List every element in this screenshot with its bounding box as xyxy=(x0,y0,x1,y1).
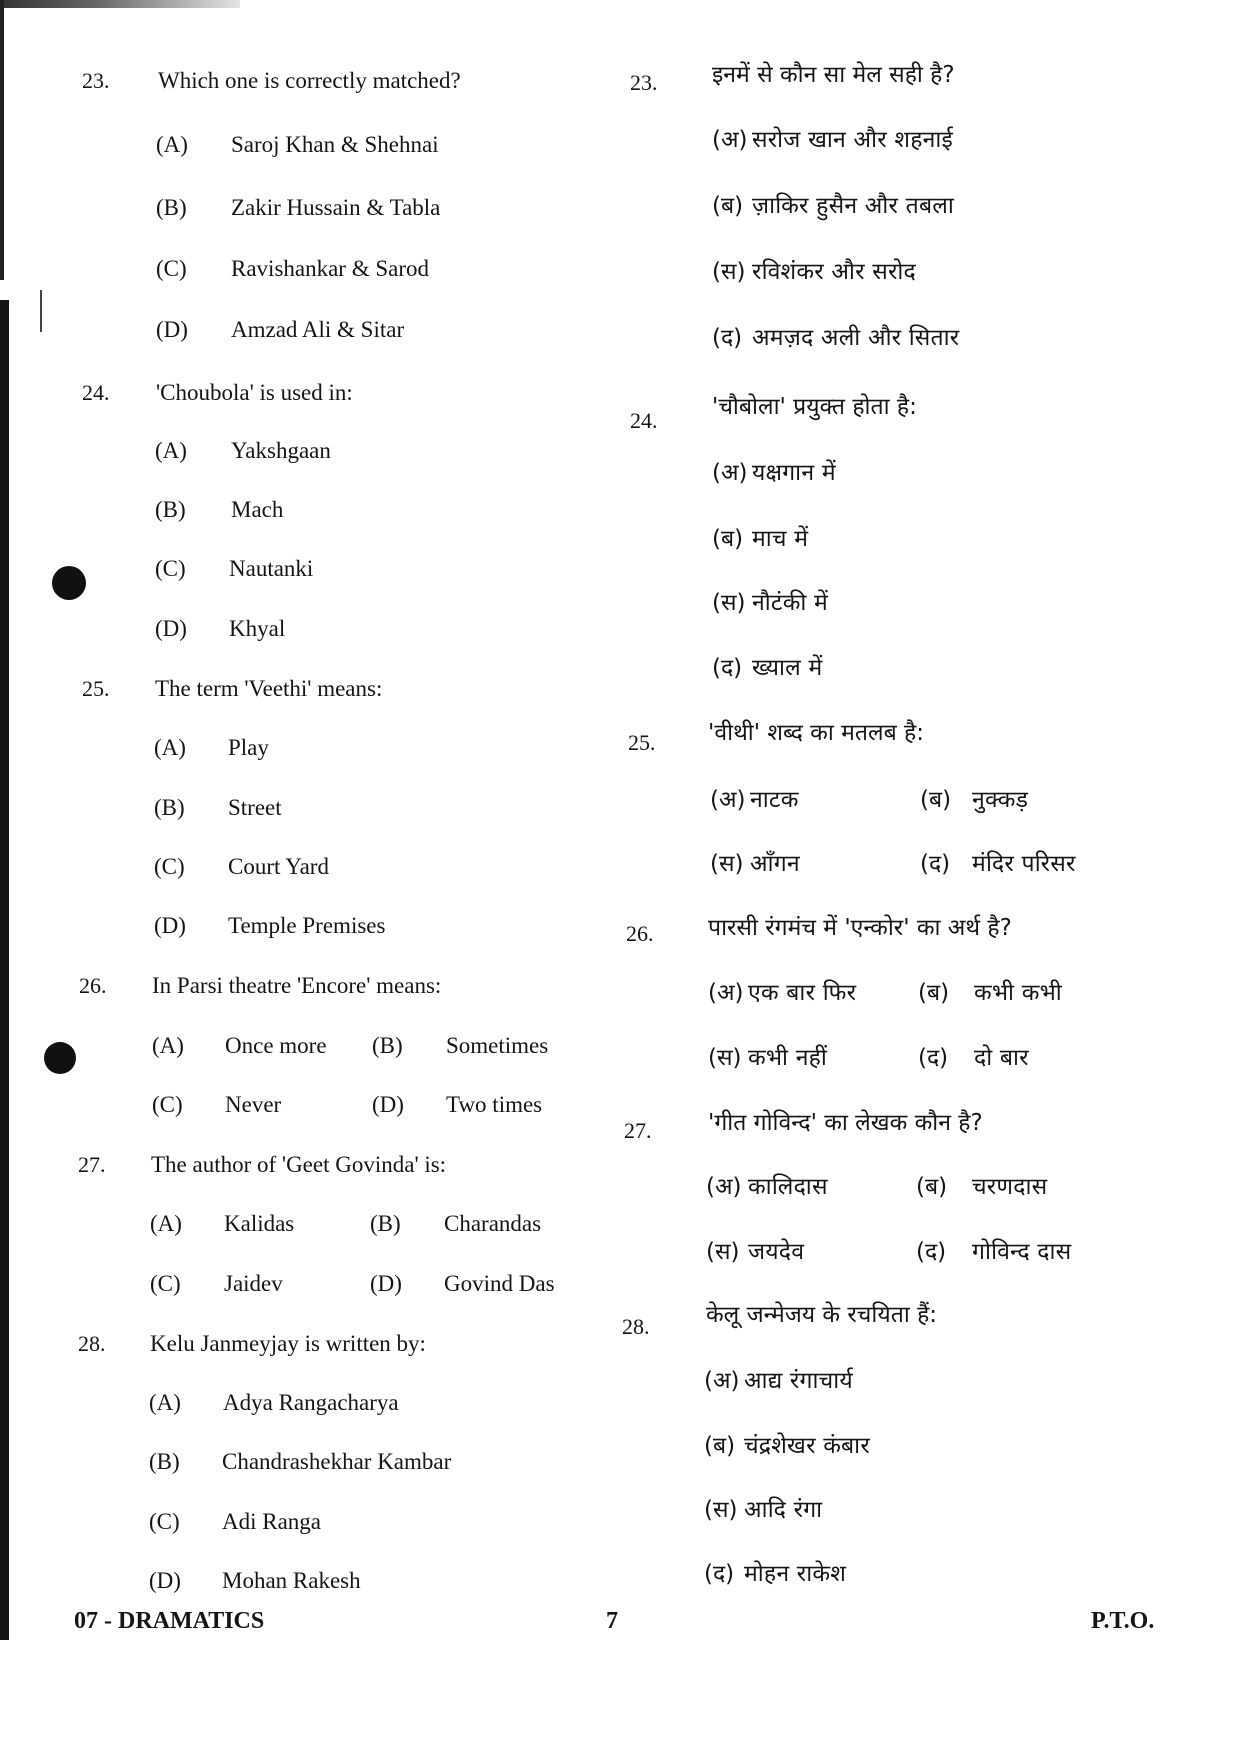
option-text: रविशंकर और सरोद xyxy=(752,259,916,285)
question-number: 28. xyxy=(78,1331,106,1356)
option-label: (अ) xyxy=(712,127,748,153)
option-label: (स) xyxy=(710,851,744,877)
option-label: (C) xyxy=(155,556,186,581)
option-label: (B) xyxy=(149,1449,180,1474)
question-text: 'Choubola' is used in: xyxy=(156,380,353,405)
option-text: Street xyxy=(228,795,282,820)
option-label: (स) xyxy=(712,259,746,285)
option-label: (A) xyxy=(150,1211,182,1236)
option-label: (A) xyxy=(152,1033,184,1058)
option-text: अमज़द अली और सितार xyxy=(752,325,960,351)
question-text: The author of 'Geet Govinda' is: xyxy=(151,1152,447,1177)
option-label: (अ) xyxy=(712,460,748,486)
question-number: 25. xyxy=(82,676,110,701)
option-text: Khyal xyxy=(229,616,286,641)
option-text: Mach xyxy=(231,497,284,522)
question-number: 23. xyxy=(630,70,658,95)
option-label: (स) xyxy=(712,590,746,616)
option-label: (B) xyxy=(154,795,185,820)
option-text: ज़ाकिर हुसैन और तबला xyxy=(752,193,955,219)
option-label: (C) xyxy=(156,256,187,281)
option-text: Kalidas xyxy=(224,1211,295,1236)
option-text: नुक्कड़ xyxy=(972,787,1029,813)
option-text: Court Yard xyxy=(228,854,329,879)
option-label: (C) xyxy=(152,1092,183,1117)
option-text: Play xyxy=(228,735,269,760)
option-text: Jaidev xyxy=(224,1271,283,1296)
option-label: (ब) xyxy=(704,1433,736,1459)
option-label: (स) xyxy=(704,1497,738,1523)
option-label: (A) xyxy=(156,132,188,157)
option-label: (स) xyxy=(708,1045,742,1071)
option-text: Saroj Khan & Shehnai xyxy=(231,132,439,157)
option-text: Sometimes xyxy=(446,1033,549,1058)
option-label: (B) xyxy=(155,497,186,522)
option-label: (C) xyxy=(150,1271,181,1296)
punch-hole xyxy=(52,566,86,600)
option-text: माच में xyxy=(752,526,809,552)
question-text: In Parsi theatre 'Encore' means: xyxy=(152,973,442,998)
option-label: (ब) xyxy=(920,787,952,813)
question-number: 26. xyxy=(79,973,107,998)
option-label: (अ) xyxy=(708,980,744,1006)
question-text: 'चौबोला' प्रयुक्त होता है: xyxy=(712,394,917,420)
option-text: आँगन xyxy=(750,851,800,877)
option-text: चंद्रशेखर कंबार xyxy=(744,1433,870,1459)
option-text: Chandrashekhar Kambar xyxy=(222,1449,452,1474)
option-text: आदि रंगा xyxy=(744,1497,823,1523)
question-number: 27. xyxy=(78,1152,106,1177)
option-label: (D) xyxy=(372,1092,404,1117)
question-text: The term 'Veethi' means: xyxy=(155,676,383,701)
option-label: (अ) xyxy=(710,787,746,813)
question-text: Kelu Janmeyjay is written by: xyxy=(150,1331,426,1356)
option-label: (D) xyxy=(370,1271,402,1296)
option-label: (ब) xyxy=(712,526,744,552)
option-label: (अ) xyxy=(704,1368,740,1394)
option-label: (D) xyxy=(149,1568,181,1593)
option-text: ख्याल में xyxy=(752,655,823,681)
option-text: नौटंकी में xyxy=(752,590,829,616)
question-text: 'वीथी' शब्द का मतलब है: xyxy=(708,720,924,746)
punch-hole xyxy=(44,1042,76,1074)
option-text: Amzad Ali & Sitar xyxy=(231,317,405,342)
option-label: (C) xyxy=(154,854,185,879)
option-text: Once more xyxy=(225,1033,327,1058)
option-label: (ब) xyxy=(918,980,950,1006)
option-text: Adya Rangacharya xyxy=(223,1390,399,1415)
question-text: केलू जन्मेजय के रचयिता हैं: xyxy=(706,1302,938,1328)
option-label: (द) xyxy=(704,1561,735,1587)
option-text: दो बार xyxy=(974,1045,1029,1071)
question-text: इनमें से कौन सा मेल सही है? xyxy=(712,62,955,88)
question-text: Which one is correctly matched? xyxy=(158,68,461,93)
option-label: (अ) xyxy=(706,1174,742,1200)
footer-subject: 07 - DRAMATICS xyxy=(74,1608,265,1634)
option-text: Govind Das xyxy=(444,1271,555,1296)
option-label: (A) xyxy=(155,438,187,463)
option-text: Two times xyxy=(446,1092,543,1117)
scan-mark xyxy=(40,290,42,332)
footer-page-number: 7 xyxy=(606,1608,618,1634)
option-label: (D) xyxy=(154,913,186,938)
option-text: Never xyxy=(225,1092,282,1117)
option-text: कभी नहीं xyxy=(748,1045,828,1071)
option-text: मोहन राकेश xyxy=(744,1561,847,1587)
option-text: जयदेव xyxy=(748,1239,805,1265)
option-label: (A) xyxy=(149,1390,181,1415)
option-label: (द) xyxy=(918,1045,949,1071)
option-label: (द) xyxy=(712,655,743,681)
option-text: नाटक xyxy=(750,787,799,813)
question-number: 24. xyxy=(630,408,658,433)
scan-left-edge xyxy=(0,0,4,280)
question-number: 23. xyxy=(82,68,110,93)
option-text: चरणदास xyxy=(972,1174,1048,1200)
option-text: Charandas xyxy=(444,1211,542,1236)
question-text: पारसी रंगमंच में 'एन्कोर' का अर्थ है? xyxy=(708,915,1012,941)
scan-left-bar xyxy=(0,300,9,1640)
footer-pto: P.T.O. xyxy=(1091,1608,1155,1634)
option-label: (B) xyxy=(372,1033,403,1058)
option-text: कभी कभी xyxy=(974,980,1062,1006)
question-number: 25. xyxy=(628,730,656,755)
option-text: Temple Premises xyxy=(228,913,386,938)
option-label: (ब) xyxy=(916,1174,948,1200)
option-label: (D) xyxy=(155,616,187,641)
option-text: Nautanki xyxy=(229,556,314,581)
option-label: (स) xyxy=(706,1239,740,1265)
option-label: (द) xyxy=(712,325,743,351)
option-label: (C) xyxy=(149,1509,180,1534)
option-label: (द) xyxy=(920,851,951,877)
option-text: कालिदास xyxy=(748,1174,828,1200)
option-text: आद्य रंगाचार्य xyxy=(744,1368,853,1394)
option-text: Mohan Rakesh xyxy=(222,1568,361,1593)
scan-edge-smudge xyxy=(0,0,240,8)
option-label: (B) xyxy=(156,195,187,220)
option-label: (D) xyxy=(156,317,188,342)
question-number: 28. xyxy=(622,1314,650,1339)
option-text: Yakshgaan xyxy=(231,438,331,463)
option-text: मंदिर परिसर xyxy=(972,851,1076,877)
option-label: (द) xyxy=(916,1239,947,1265)
question-text: 'गीत गोविन्द' का लेखक कौन है? xyxy=(708,1110,983,1136)
option-label: (A) xyxy=(154,735,186,760)
option-text: सरोज खान और शहनाई xyxy=(752,127,954,153)
option-text: यक्षगान में xyxy=(752,460,836,486)
option-text: Ravishankar & Sarod xyxy=(231,256,430,281)
question-number: 24. xyxy=(82,380,110,405)
question-number: 27. xyxy=(624,1118,652,1143)
question-number: 26. xyxy=(626,921,654,946)
option-text: Zakir Hussain & Tabla xyxy=(231,195,441,220)
option-text: Adi Ranga xyxy=(222,1509,322,1534)
option-text: गोविन्द दास xyxy=(972,1239,1072,1265)
option-label: (B) xyxy=(370,1211,401,1236)
option-text: एक बार फिर xyxy=(748,980,857,1006)
option-label: (ब) xyxy=(712,193,744,219)
